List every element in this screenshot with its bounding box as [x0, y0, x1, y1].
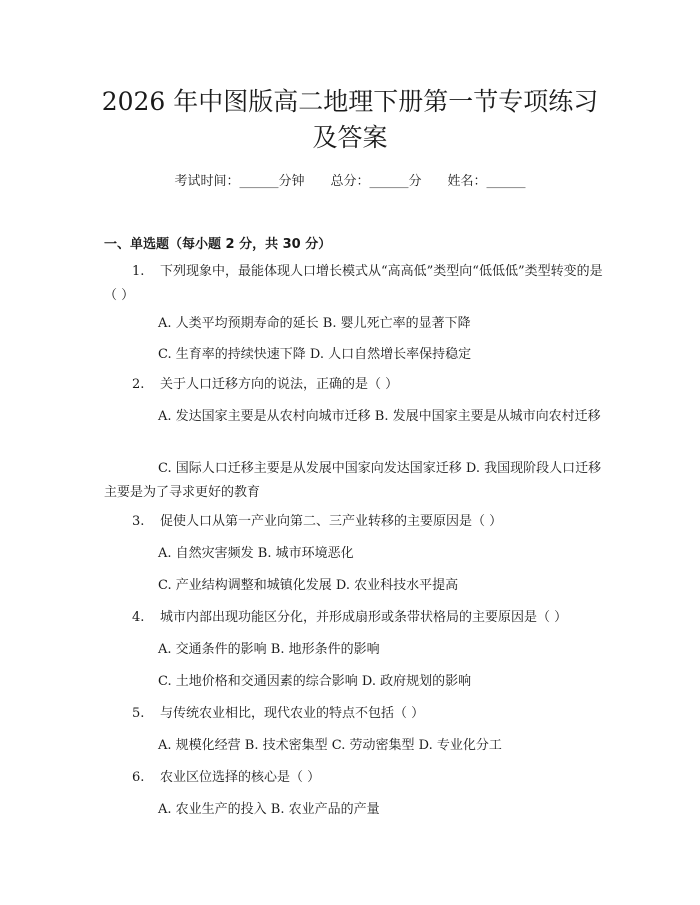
question-options: [104, 798, 604, 822]
option-line: A. 规模化经营 B. 技术密集型 C. 劳动密集型 D. 专业化分工: [158, 738, 502, 753]
question-options: [104, 312, 604, 336]
page-title-line-1: 2026 年中图版高二地理下册第一节专项练习: [101, 87, 599, 116]
question-text: 农业区位选择的核心是（ ）: [160, 770, 321, 785]
question-options: [104, 734, 604, 758]
exam-time: 考试时间：______分钟: [174, 174, 305, 189]
option-line: C. 土地价格和交通因素的综合影响 D. 政府规划的影响: [158, 674, 472, 689]
question-number: 2.: [132, 377, 145, 392]
question-text: 促使人口从第一产业向第二、三产业转移的主要原因是（ ）: [160, 514, 503, 529]
option-line: C. 国际人口迁移主要是从发展中国家向发达国家迁移 D. 我国现阶段人口迁移主要是为了寻求更好的教育: [104, 461, 602, 500]
question-number: 4.: [132, 610, 145, 625]
question-options: [104, 457, 604, 505]
option-line: A. 交通条件的影响 B. 地形条件的影响: [158, 642, 380, 657]
question-options: [104, 638, 604, 662]
question-stem: [104, 766, 604, 790]
question-stem: [104, 606, 604, 630]
option-line: A. 农业生产的投入 B. 农业产品的产量: [158, 802, 380, 817]
question-stem: [104, 510, 604, 534]
question-options: [104, 574, 604, 598]
question-number: 3.: [132, 514, 145, 529]
option-line: A. 发达国家主要是从农村向城市迁移 B. 发展中国家主要是从城市向农村迁移: [158, 409, 601, 424]
question-text: 城市内部出现功能区分化，并形成扇形或条带状格局的主要原因是（ ）: [160, 610, 568, 625]
question-options: [104, 542, 604, 566]
question-stem: [104, 260, 604, 308]
question-stem: [104, 373, 604, 397]
question-number: 1.: [132, 264, 145, 279]
option-line: C. 生育率的持续快速下降 D. 人口自然增长率保持稳定: [158, 347, 472, 362]
option-line: A. 人类平均预期寿命的延长 B. 婴儿死亡率的显著下降: [158, 316, 471, 331]
question-number: 5.: [132, 706, 145, 721]
exam-name: 姓名：______: [447, 174, 526, 189]
page-title-line-2: 及答案: [312, 123, 388, 152]
question-text: 与传统农业相比，现代农业的特点不包括（ ）: [160, 706, 425, 721]
question-stem: [104, 702, 604, 726]
question-options: [104, 343, 604, 367]
section-heading: 一、单选题（每小题 2 分，共 30 分）: [104, 237, 332, 252]
question-text: 下列现象中，最能体现人口增长模式从“高高低”类型向“低低低”类型转变的是（ ）: [104, 264, 603, 303]
option-line: A. 自然灾害频发 B. 城市环境恶化: [158, 546, 354, 561]
exam-info: [0, 170, 700, 189]
question-options: [104, 670, 604, 694]
question-options: [104, 405, 604, 429]
option-line: C. 产业结构调整和城镇化发展 D. 农业科技水平提高: [158, 578, 459, 593]
question-text: 关于人口迁移方向的说法，正确的是（ ）: [160, 377, 399, 392]
question-number: 6.: [132, 770, 145, 785]
exam-score: 总分：______分: [330, 174, 422, 189]
